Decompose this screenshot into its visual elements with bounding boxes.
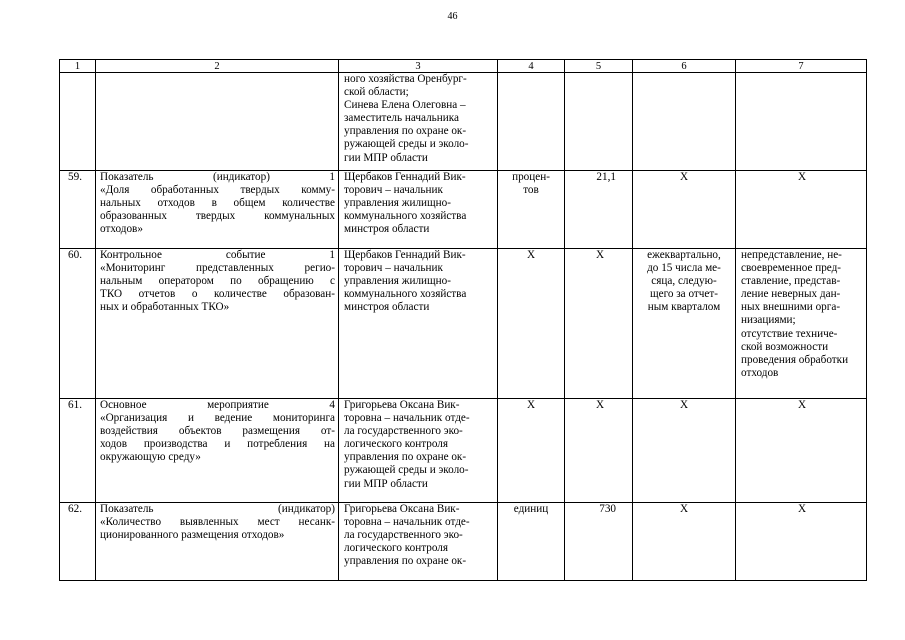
period-cell [633,171,736,249]
period-cell [633,399,736,503]
responsible-cell-line: Щербаков Геннадий Вик- [344,171,466,183]
responsible-cell-line: Григорьева Оксана Вик- [344,399,460,411]
name-cell [96,503,339,581]
column-header: 5 [565,60,633,73]
column-header: 2 [96,60,339,73]
responsible-cell-line: ружающей среды и эколо- [344,138,469,151]
table-row [60,399,867,503]
unit-cell [498,399,565,503]
responsible-cell-line: управления по охране ок- [344,451,467,464]
name-cell-line: Показатель (индикатор) 1 [100,171,335,183]
remark-cell [736,171,867,249]
responsible-cell [339,503,498,581]
name-cell-line: ционированного размещения отходов» [100,529,285,542]
period-cell-line: Х [679,399,689,411]
remark-cell-line: своевременное пред- [741,262,842,275]
name-cell-line: «Доля обработанных твердых комму- [100,184,335,197]
row-number-cell: 59. [60,171,96,249]
remark-cell-line: ление неверных дан- [741,288,841,301]
remark-cell-line: Х [797,171,807,183]
responsible-cell-line: гии МПР области [344,151,428,164]
unit-cell-line: процен- [512,171,550,183]
remark-cell [736,399,867,503]
period-cell-line: Х [679,503,689,515]
column-header: 4 [498,60,565,73]
responsible-cell-line: торовна – начальник отде- [344,516,470,529]
column-header: 7 [736,60,867,73]
remark-cell-line: ных внешними орга- [741,301,841,314]
name-cell-line: нальным оператором по обращению с [100,275,335,288]
responsible-cell-line: Григорьева Оксана Вик- [344,503,460,515]
table-row [60,73,867,171]
responsible-cell-line: минстроя области [344,223,430,236]
responsible-cell-line: логического контроля [344,542,448,555]
unit-cell [498,249,565,399]
table-row [60,249,867,399]
responsible-cell-line: Щербаков Геннадий Вик- [344,249,466,261]
period-cell-line: сяца, следую- [651,275,717,288]
name-cell [96,249,339,399]
table-row [60,503,867,581]
responsible-cell [339,399,498,503]
responsible-cell-line: управления по охране ок- [344,555,467,568]
responsible-cell-line: управления по охране ок- [344,125,467,138]
name-cell-line: «Организация и ведение мониторинга [100,412,335,425]
name-cell-line: ных и обработанных ТКО» [100,301,230,314]
plan-table [59,59,867,581]
remark-cell-line: отходов [741,366,779,379]
responsible-cell-line: минстроя области [344,301,430,314]
responsible-cell-line: ружающей среды и эколо- [344,464,469,477]
unit-cell [498,73,565,171]
name-cell-line: Основное мероприятие 4 [100,399,335,411]
period-cell-line: ным кварталом [647,301,721,314]
header-row [60,60,867,73]
value-cell: Х [565,249,633,399]
responsible-cell-line: ла государственного эко- [344,529,463,542]
period-cell [633,503,736,581]
period-cell [633,249,736,399]
unit-cell [498,171,565,249]
period-cell-line: щего за отчет- [649,288,718,301]
period-cell-line: ежеквартально, [647,249,721,261]
column-header: 1 [60,60,96,73]
column-header: 6 [633,60,736,73]
responsible-cell-line: Синева Елена Олеговна – [344,99,466,112]
responsible-cell-line: управления жилищно- [344,197,451,210]
responsible-cell-line: торовна – начальник отде- [344,412,470,425]
row-number-cell: 61. [60,399,96,503]
remark-cell-line: непредставление, не- [741,249,842,261]
remark-cell-line: ской возможности [741,340,829,353]
remark-cell [736,503,867,581]
period-cell-line: Х [679,171,689,183]
remark-cell [736,73,867,171]
unit-cell-line: Х [526,249,536,261]
name-cell-line: «Мониторинг представленных регио- [100,262,335,275]
name-cell-line: «Количество выявленных мест несанк- [100,516,335,529]
row-number-cell: 60. [60,249,96,399]
responsible-cell-line: ла государственного эко- [344,425,463,438]
period-cell-line: до 15 числа ме- [647,262,721,275]
period-cell [633,73,736,171]
remark-cell-line: низациями; [741,314,796,327]
responsible-cell-line: коммунального хозяйства [344,210,467,223]
name-cell [96,73,339,171]
unit-cell-line: Х [526,399,536,411]
responsible-cell [339,249,498,399]
name-cell-line: окружающую среду» [100,451,201,464]
responsible-cell-line: коммунального хозяйства [344,288,467,301]
unit-cell [498,503,565,581]
unit-cell-line: единиц [513,503,549,515]
remark-cell-line: ставление, представ- [741,275,841,288]
value-cell: 730 [565,503,633,581]
row-number-cell: 62. [60,503,96,581]
responsible-cell-line: ской области; [344,86,409,99]
name-cell-line: Контрольное событие 1 [100,249,335,261]
remark-cell [736,249,867,399]
remark-cell-line: проведения обработки [741,353,849,366]
remark-cell-line: отсутствие техниче- [741,327,838,340]
value-cell [565,73,633,171]
name-cell [96,171,339,249]
responsible-cell-line: ного хозяйства Оренбург- [344,73,467,85]
responsible-cell-line: заместитель начальника [344,112,459,125]
name-cell-line: нальных отходов в общем количестве [100,197,335,210]
value-cell: 21,1 [565,171,633,249]
responsible-cell-line: торович – начальник [344,262,443,275]
responsible-cell [339,73,498,171]
name-cell-line: отходов» [100,223,143,236]
name-cell-line: ТКО отчетов о количестве образован- [100,288,335,301]
responsible-cell-line: логического контроля [344,438,448,451]
responsible-cell [339,171,498,249]
name-cell-line: образованных твердых коммунальных [100,210,335,223]
responsible-cell-line: торович – начальник [344,184,443,197]
responsible-cell-line: управления жилищно- [344,275,451,288]
name-cell-line: ходов производства и потребления на [100,438,335,451]
row-number-cell [60,73,96,171]
unit-cell-line: тов [523,184,539,197]
page-number: 46 [447,11,458,22]
remark-cell-line: Х [797,503,807,515]
table-row [60,171,867,249]
responsible-cell-line: гии МПР области [344,477,428,490]
column-header: 3 [339,60,498,73]
name-cell-line: воздействия объектов размещения от- [100,425,335,438]
remark-cell-line: Х [797,399,807,411]
name-cell [96,399,339,503]
value-cell: Х [565,399,633,503]
name-cell-line: Показатель (индикатор) [100,503,335,515]
